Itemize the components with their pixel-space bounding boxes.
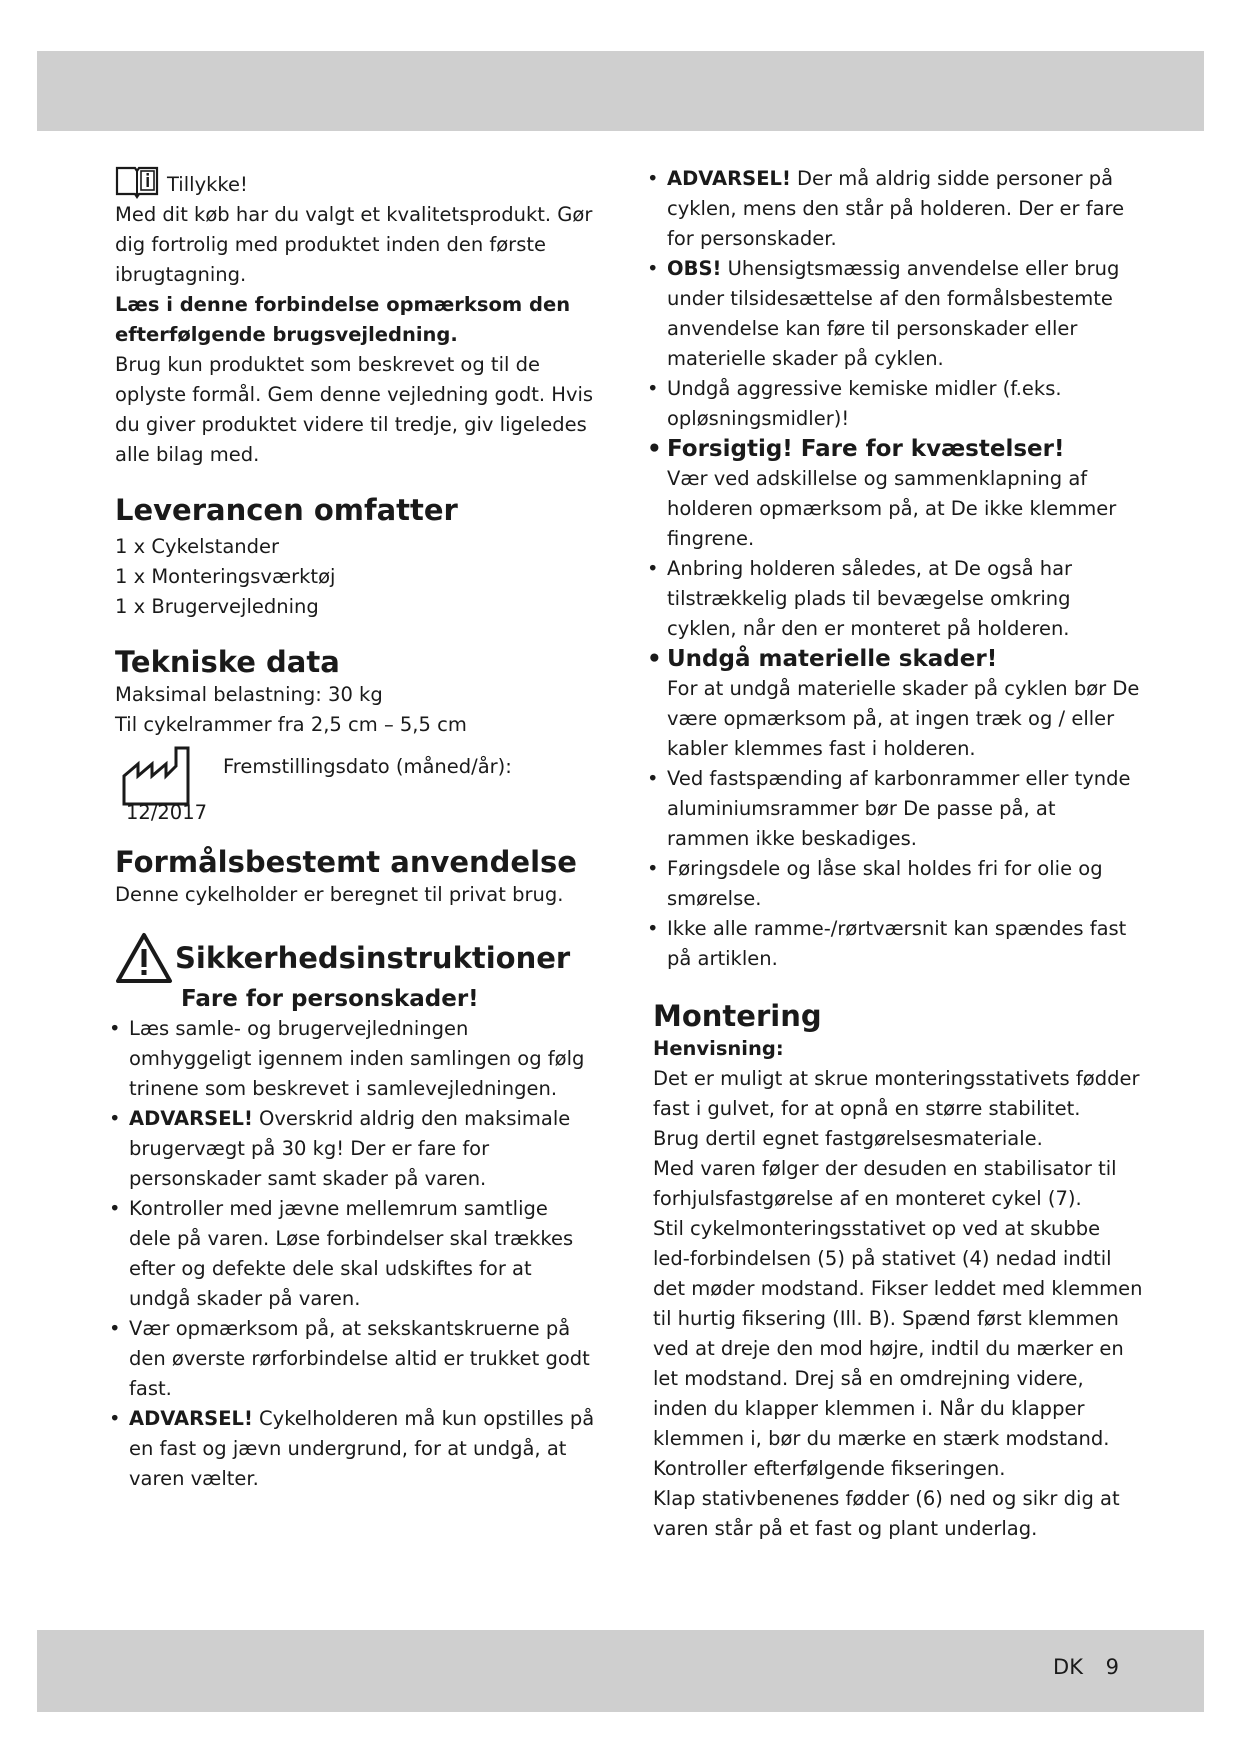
- warning-triangle-icon: [115, 932, 173, 984]
- warning-label: ADVARSEL!: [667, 167, 791, 190]
- list-item: • Undgå aggressive kemiske midler (f.eks. opløsningsmidler)!: [653, 374, 1143, 434]
- damage-list: [653, 764, 1143, 974]
- delivery-heading: Leverancen omfatter: [115, 493, 458, 527]
- notice-label: OBS!: [667, 257, 722, 280]
- right-column: [653, 164, 1143, 1544]
- manufacture-date-block: [115, 746, 595, 838]
- list-item: • Føringsdele og låse skal holdes fri for olie og smørelse.: [653, 854, 1143, 914]
- mount-paragraph: Brug dertil egnet fastgørelsesmateriale.: [653, 1127, 1043, 1150]
- list-item: • OBS! Uhensigtsmæssig anvendelse eller brug under tilsidesættelse af den formålsbestemte anvendelse kan føre til personskader eller materielle skader på cyklen.: [653, 254, 1143, 374]
- manufacture-date-value: 12/2017: [126, 801, 208, 824]
- info-book-icon: [115, 164, 159, 200]
- safety-list-continued: [653, 164, 1143, 434]
- safety-heading-row: [115, 932, 595, 984]
- safety-list: [115, 1014, 595, 1494]
- page-number: 9: [1105, 1655, 1119, 1679]
- caution-heading: • Forsigtig! Fare for kvæstelser!: [653, 434, 1143, 464]
- delivery-item: 1 x Monteringsværktøj: [115, 565, 336, 588]
- list-item: • ADVARSEL! Overskrid aldrig den maksimale brugervægt på 30 kg! Der er fare for personskader samt skader på varen.: [115, 1104, 595, 1194]
- intro-heading-row: [115, 164, 595, 200]
- tech-line: Maksimal belastning: 30 kg: [115, 683, 383, 706]
- list-item: • Læs samle- og brugervejledningen omhyggeligt igennem inden samlingen og følg trinene som beskrevet i samlevejledningen.: [115, 1014, 595, 1104]
- purpose-heading: Formålsbestemt anvendelse: [115, 845, 577, 879]
- intro-bold-text: Læs i denne forbindelse opmærksom den efterfølgende brugsvejledning.: [115, 293, 571, 346]
- header-bar: [37, 51, 1204, 131]
- safety-heading: Sikkerhedsinstruktioner: [175, 941, 571, 975]
- warning-label: ADVARSEL!: [129, 1107, 253, 1130]
- list-item: • ADVARSEL! Cykelholderen må kun opstilles på en fast og jævn undergrund, for at undgå, at varen vælter.: [115, 1404, 595, 1494]
- tech-line: Til cykelrammer fra 2,5 cm – 5,5 cm: [115, 713, 467, 736]
- delivery-item: 1 x Cykelstander: [115, 535, 280, 558]
- list-item: • Vær opmærksom på, at sekskantskruerne på den øverste rørforbindelse altid er trukket godt fast.: [115, 1314, 595, 1404]
- mount-paragraph: Stil cykelmonteringsstativet op ved at skubbe led-forbindelsen (5) på stativet (4) nedad indtil det møder modstand. Fikser leddet med klemmen til hurtig fiksering (Ill. B). Spænd først klemmen ved at dreje den mod højre, indtil du mærker en let modstand. Drej så en omdrejning videre, inden du klapper klemmen i. Når du klapper klemmen i, bør du mærke en stærk modstand. Kontroller efterfølgende fikseringen.: [653, 1217, 1143, 1480]
- list-item: • Kontroller med jævne mellemrum samtlige dele på varen. Løse forbindelser skal trækkes efter og defekte dele skal udskiftes for at undgå skader på varen.: [115, 1194, 595, 1314]
- left-column: [115, 164, 595, 1494]
- caution-list: [653, 554, 1143, 644]
- mount-paragraph: Det er muligt at skrue monteringsstativets fødder fast i gulvet, for at opnå en større stabilitet.: [653, 1067, 1140, 1120]
- tech-heading: Tekniske data: [115, 645, 340, 679]
- warning-label: ADVARSEL!: [129, 1407, 253, 1430]
- manufacture-date-label: Fremstillingsdato (måned/år):: [223, 755, 512, 778]
- mount-heading: Montering: [653, 999, 822, 1033]
- mount-paragraph: Med varen følger der desuden en stabilisator til forhjulsfastgørelse af en monteret cykel (7).: [653, 1157, 1117, 1210]
- intro-text-1: Med dit køb har du valgt et kvalitetsprodukt. Gør dig fortrolig med produktet inden den første ibrugtagning.: [115, 203, 593, 286]
- intro-heading: Tillykke!: [167, 173, 248, 196]
- mount-paragraph: Klap stativbenenes fødder (6) ned og sikr dig at varen står på et fast og plant underlag.: [653, 1487, 1120, 1540]
- damage-text: For at undgå materielle skader på cyklen bør De være opmærksom på, at ingen træk og / eller kabler klemmes fast i holderen.: [667, 677, 1140, 760]
- mount-note-heading: Henvisning:: [653, 1037, 784, 1060]
- footer-bar: [37, 1630, 1204, 1712]
- safety-subheading: Fare for personskader!: [181, 986, 479, 1012]
- caution-section: [653, 434, 1143, 464]
- damage-heading: • Undgå materielle skader!: [653, 644, 1143, 674]
- list-item: • Ved fastspænding af karbonrammer eller tynde aluminiumsrammer bør De passe på, at rammen ikke beskadiges.: [653, 764, 1143, 854]
- list-item: • Anbring holderen således, at De også har tilstrækkelig plads til bevægelse omkring cyklen, når den er monteret på holderen.: [653, 554, 1143, 644]
- delivery-list: [115, 532, 595, 622]
- delivery-item: 1 x Brugervejledning: [115, 595, 319, 618]
- intro-text-2: Brug kun produktet som beskrevet og til de oplyste formål. Gem denne vejledning godt. Hvis du giver produktet videre til tredje, giv ligeledes alle bilag med.: [115, 353, 594, 466]
- list-item: • Ikke alle ramme-/rørtværsnit kan spændes fast på artiklen.: [653, 914, 1143, 974]
- caution-text: Vær ved adskillelse og sammenklapning af holderen opmærksom på, at De ikke klemmer fingrene.: [667, 467, 1117, 550]
- footer-language: DK: [1053, 1655, 1083, 1679]
- damage-section: [653, 644, 1143, 674]
- list-item: • ADVARSEL! Der må aldrig sidde personer på cyklen, mens den står på holderen. Der er fare for personskader.: [653, 164, 1143, 254]
- purpose-text: Denne cykelholder er beregnet til privat brug.: [115, 883, 564, 906]
